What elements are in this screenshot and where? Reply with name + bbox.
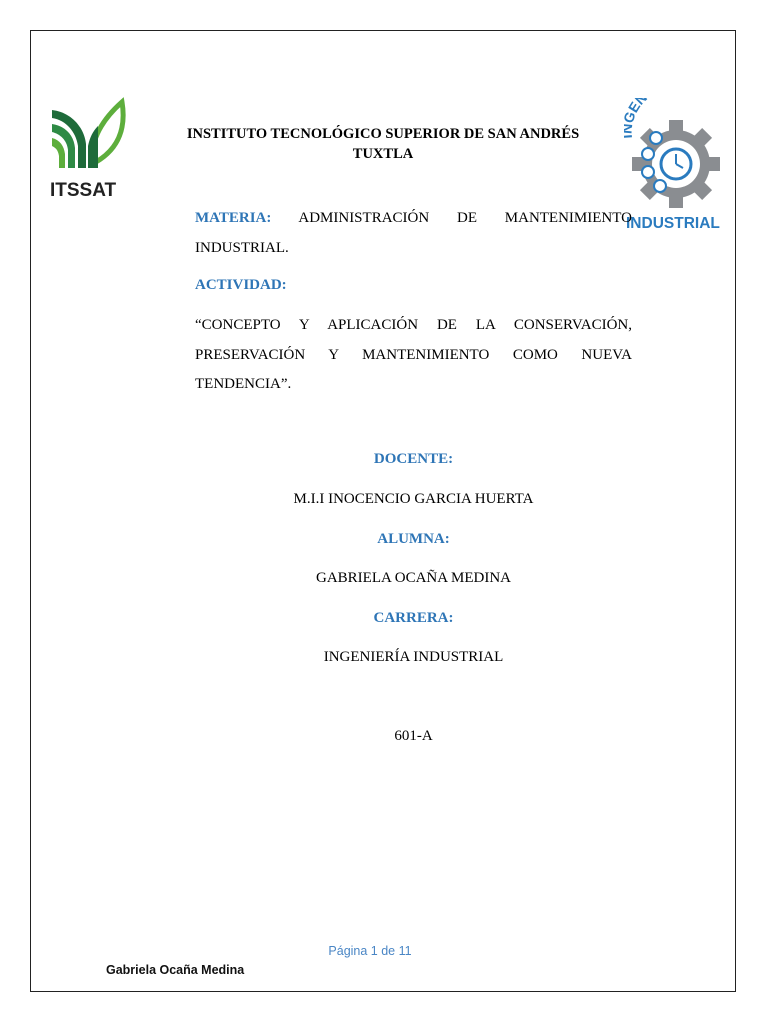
actividad-section [195,271,632,301]
institution-name: INSTITUTO TECNOLÓGICO SUPERIOR DE SAN ANDRÉS TUXTLA [186,126,580,162]
docente-label: DOCENTE: [373,451,454,467]
materia-section [195,204,632,263]
logo-bottom-text: INDUSTRIAL [626,215,720,232]
footer-author: Gabriela Ocaña Medina [106,963,245,977]
ingenieria-industrial-logo-icon [624,98,726,234]
actividad-label: ACTIVIDAD: [195,277,287,293]
docente-value: M.I.I INOCENCIO GARCIA HUERTA [293,491,534,507]
itssat-logo-text: ITSSAT [50,180,117,201]
actividad-value: “CONCEPTO Y APLICACIÓN DE LA CONSERVACIÓN, PRESERVACIÓN Y MANTENIMIENTO COMO NUEVA TENDENCIA”. [195,317,632,392]
carrera-value: INGENIERÍA INDUSTRIAL [323,649,504,665]
carrera-label: CARRERA: [373,610,454,626]
materia-label: MATERIA: [195,210,272,226]
page-number: Página 1 de 11 [328,944,412,958]
materia-value: ADMINISTRACIÓN DE MANTENIMIENTO INDUSTRIAL. [195,210,632,256]
itssat-logo-icon [48,96,130,202]
alumna-label: ALUMNA: [377,531,450,547]
grupo-value: 601-A [394,728,433,744]
logo-top-text: EN [624,98,651,116]
alumna-value: GABRIELA OCAÑA MEDINA [316,570,511,586]
